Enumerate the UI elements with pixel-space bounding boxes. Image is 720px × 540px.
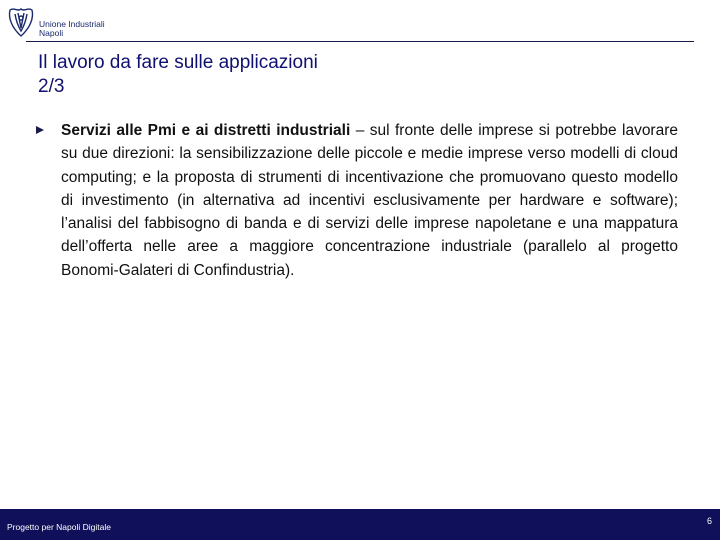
slide-title-line-2: 2/3 <box>38 76 65 97</box>
slide-title-line-1: Il lavoro da fare sulle applicazioni <box>38 52 318 73</box>
logo-line-1: Unione Industriali <box>39 19 105 29</box>
logo-text <box>39 20 105 38</box>
footer-bar <box>0 509 720 540</box>
footer-project-name: Progetto per Napoli Digitale <box>7 522 111 532</box>
slide-title <box>38 51 638 99</box>
bullet-lead: Servizi alle Pmi e ai distretti industriali <box>61 122 351 139</box>
bullet-arrow-icon <box>36 126 44 134</box>
bullet-paragraph <box>61 119 678 282</box>
page-number: 6 <box>706 516 712 526</box>
logo-line-2: Napoli <box>39 28 64 38</box>
header-divider <box>26 41 694 42</box>
unione-industriali-emblem-icon <box>6 6 36 38</box>
bullet-text: – sul fronte delle imprese si potrebbe lavorare su due direzioni: la sensibilizzazione delle piccole e medie imprese verso modelli di cloud computing; e la proposta di strumenti di incentivazione che promuovano questo modello di investimento (in alternativa ad incentivi esclusivamente per hardware e software); l’analisi del fabbisogno di banda e di servizi delle imprese napoletane e una mappatura dell’offerta nelle aree a maggiore concentrazione industriale (parallelo al progetto Bonomi-Galateri di Confindustria). <box>61 122 679 279</box>
logo <box>6 6 126 40</box>
